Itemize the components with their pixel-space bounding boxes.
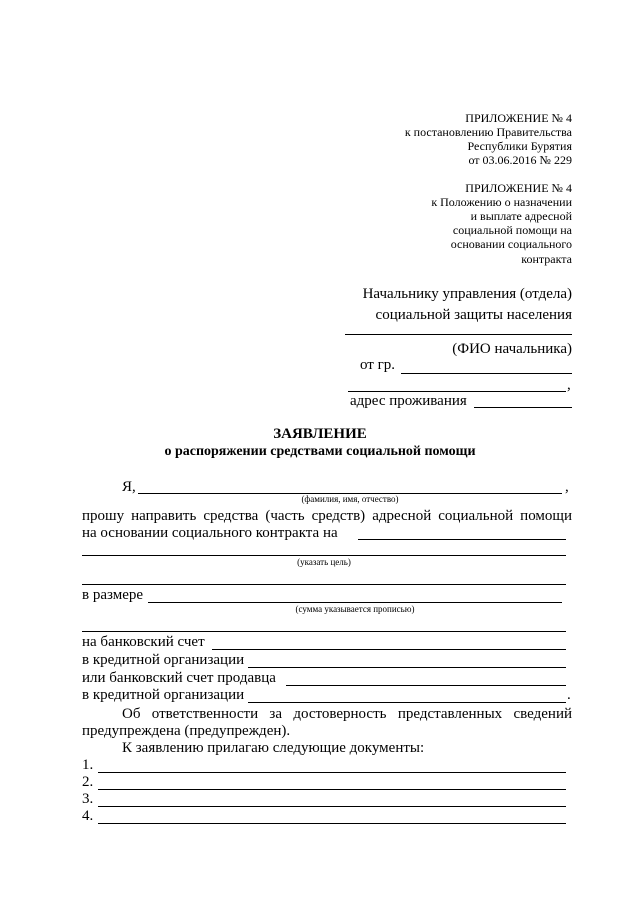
header1-line2: к постановлению Правительства bbox=[404, 125, 572, 139]
attachments-label: К заявлению прилагаю следующие документы: bbox=[122, 740, 425, 756]
fio-hint: (ФИО начальника) bbox=[452, 341, 572, 357]
credit-org2-label: в кредитной организации bbox=[82, 687, 245, 703]
header2-line3: и выплате адресной bbox=[470, 209, 572, 223]
credit-org-label: в кредитной организации bbox=[82, 652, 245, 668]
addressee-name-line bbox=[345, 334, 572, 335]
request-line1: прошу направить средства (часть средств) адресной социальной помощи bbox=[82, 508, 572, 524]
attachment-line bbox=[98, 823, 566, 824]
address-line bbox=[474, 407, 572, 408]
ya-label: Я, bbox=[122, 479, 136, 495]
header1-line4: от 03.06.2016 № 229 bbox=[468, 153, 572, 167]
attachment-number: 1. bbox=[82, 757, 94, 773]
header2-line5: основании социального bbox=[450, 237, 572, 251]
seller-account-label: или банковский счет продавца bbox=[82, 670, 276, 686]
header1-line3: Республики Бурятия bbox=[467, 139, 572, 153]
fio-hint-small: (фамилия, имя, отчество) bbox=[301, 494, 399, 504]
document-subtitle: о распоряжении средствами социальной помощи bbox=[164, 444, 476, 459]
end-dot: . bbox=[567, 687, 571, 703]
header2-line4: социальной помощи на bbox=[452, 223, 572, 237]
header2-line1: ПРИЛОЖЕНИЕ № 4 bbox=[465, 181, 572, 195]
credit-org2-line bbox=[248, 702, 566, 703]
responsibility-line2: предупреждена (предупрежден). bbox=[82, 723, 291, 739]
attachment-line bbox=[98, 772, 566, 773]
attachment-number: 3. bbox=[82, 791, 94, 807]
attachment-number: 2. bbox=[82, 774, 94, 790]
seller-account-line bbox=[286, 685, 566, 686]
attachment-number: 4. bbox=[82, 808, 94, 824]
document-title: ЗАЯВЛЕНИЕ bbox=[273, 426, 367, 442]
amount-line bbox=[148, 602, 562, 603]
purpose-line-2 bbox=[82, 584, 566, 585]
attachment-line bbox=[98, 806, 566, 807]
responsibility-line1: Об ответственности за достоверность представленных сведений bbox=[122, 706, 572, 722]
addressee-line2: социальной защиты населения bbox=[375, 307, 572, 323]
addressee-line1: Начальнику управления (отдела) bbox=[362, 286, 572, 302]
address-label: адрес проживания bbox=[350, 393, 467, 409]
from-label: от гр. bbox=[360, 357, 396, 373]
amount-line-2 bbox=[82, 631, 566, 632]
header2-line2: к Положению о назначении bbox=[431, 195, 572, 209]
contract-purpose-line bbox=[358, 539, 566, 540]
request-line2: на основании социального контракта на bbox=[82, 525, 338, 541]
purpose-line bbox=[82, 555, 566, 556]
header2-line6: контракта bbox=[521, 252, 572, 266]
from-line bbox=[401, 373, 572, 374]
attachment-line bbox=[98, 789, 566, 790]
header1-line1: ПРИЛОЖЕНИЕ № 4 bbox=[465, 111, 572, 125]
fio-comma: , bbox=[565, 479, 569, 495]
credit-org-line bbox=[248, 667, 566, 668]
bank-account-label: на банковский счет bbox=[82, 634, 205, 650]
purpose-hint: (указать цель) bbox=[297, 557, 351, 567]
amount-label: в размере bbox=[82, 587, 144, 603]
bank-account-line bbox=[212, 649, 566, 650]
from-comma: , bbox=[567, 377, 571, 393]
amount-hint: (сумма указывается прописью) bbox=[295, 604, 415, 614]
